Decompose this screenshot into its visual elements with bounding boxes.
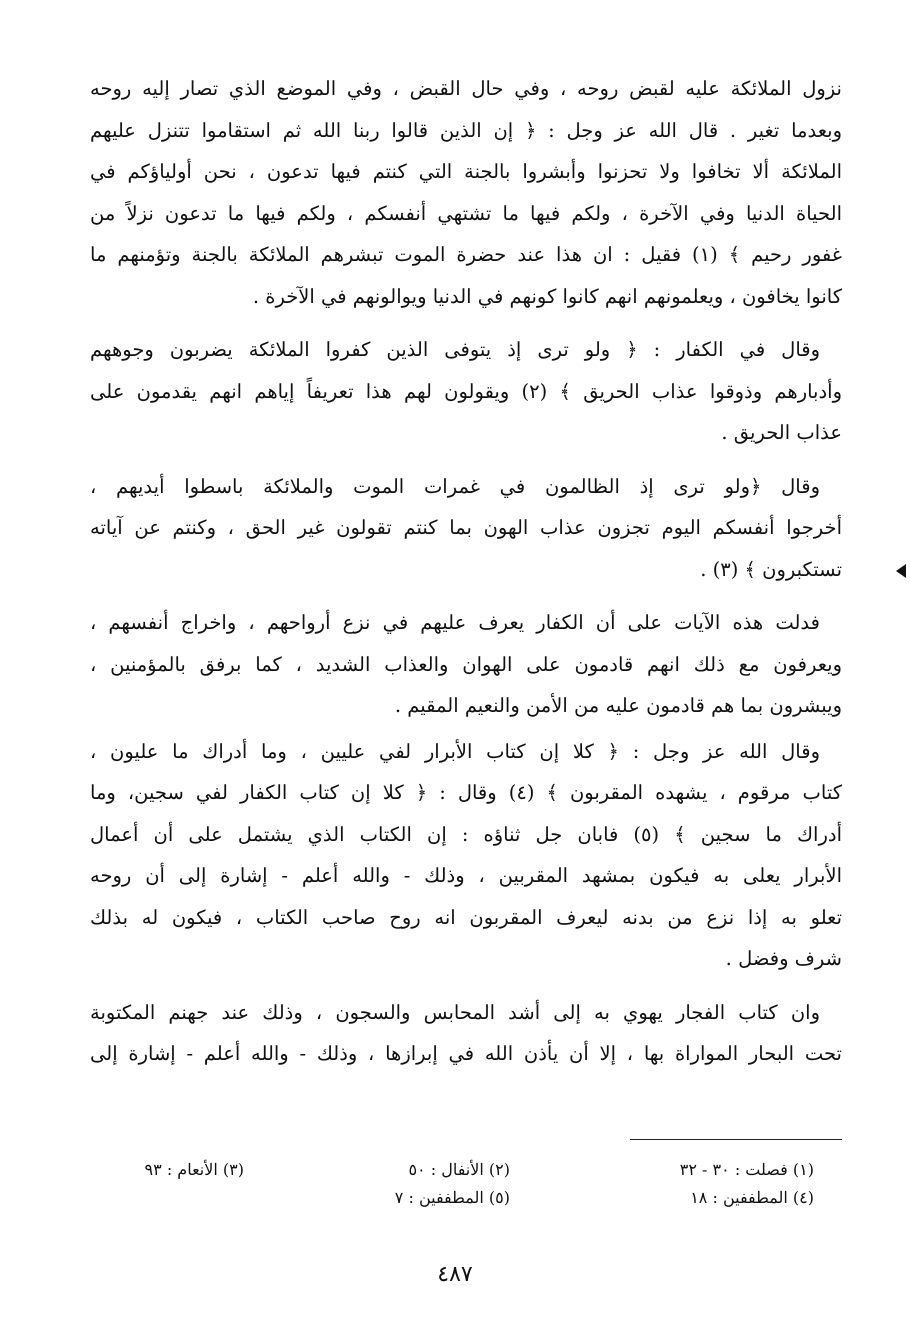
text-line: وبعدما تغير . قال الله عز وجل : ﴿ إن الذين قالوا ربنا الله ثم استقاموا تتنزل عليهم (90, 118, 842, 142)
footnote-3: (٣) الأنعام : ٩٣ (144, 1160, 244, 1179)
text-line: غفور رحيم ﴾ (١) فقيل : ان هذا عند حضرة الموت تبشرهم الملائكة بالجنة وتؤمنهم ما (90, 243, 842, 266)
text-line: شرف وفضل . (725, 947, 842, 970)
text-line: وان كتاب الفجار يهوي به إلى أشد المحابس والسجون ، وذلك عند جهنم المكتوبة (90, 1000, 820, 1024)
paragraph-1 (90, 68, 842, 317)
text-line: ويعرفون مع ذلك انهم قادمون على الهوان والعذاب الشديد ، كما برفق بالمؤمنين ، (90, 652, 842, 676)
text-line: ويبشرون بما هم قادمون عليه من الأمن والنعيم المقيم . (394, 694, 842, 717)
margin-mark-icon (896, 564, 906, 578)
text-line: الحياة الدنيا وفي الآخرة ، ولكم فيها ما تشتهي أنفسكم ، ولكم فيها ما تدعون نزلاً من (90, 201, 842, 225)
text-line: الأبرار يعلى به فيكون بمشهد المقربين ، وذلك - والله أعلم - إشارة إلى أن روحه (90, 864, 842, 887)
text-line: كانوا يخافون ، ويعلمونهم انهم كانوا كونهم في الدنيا ويوالونهم في الآخرة . (252, 284, 842, 308)
paragraph-3 (90, 466, 842, 591)
footnote-4: (٤) المطففين : ١٨ (690, 1188, 814, 1207)
text-line: وقال ﴿ولو ترى إذ الظالمون في غمرات الموت والملائكة باسطوا أيديهم ، (90, 474, 820, 498)
text-line: فدلت هذه الآيات على أن الكفار يعرف عليهم في نزع أرواحهم ، واخراج أنفسهم ، (90, 611, 820, 634)
paragraph-4 (90, 602, 842, 727)
main-text (90, 68, 842, 1075)
paragraph-6 (90, 992, 842, 1075)
footnote-5: (٥) المطففين : ٧ (394, 1188, 510, 1207)
paragraph-2 (90, 329, 842, 454)
text-line: تعلو به إذا نزع من بدنه ليعرف المقربون انه روح صاحب الكتاب ، فيكون له بذلك (90, 905, 842, 929)
footnote-divider (630, 1139, 842, 1140)
text-line: أخرجوا أنفسكم اليوم تجزون عذاب الهون بما كنتم تقولون غير الحق ، وكنتم عن آياته (90, 516, 842, 539)
text-line: عذاب الحريق . (721, 421, 842, 444)
text-line: أدراك ما سجين ﴾ (٥) فابان جل ثناؤه : إن الكتاب الذي يشتمل على أن أعمال (90, 822, 842, 846)
footnote-1: (١) فصلت : ٣٠ - ٣٢ (679, 1160, 814, 1179)
footnote-2: (٢) الأنفال : ٥٠ (408, 1160, 510, 1179)
paragraph-5 (90, 731, 842, 980)
text-line: وقال الله عز وجل : ﴿ كلا إن كتاب الأبرار لفي عليين ، وما أدراك ما عليون ، (90, 739, 820, 763)
page-number: ٤٨٧ (437, 1262, 473, 1287)
text-line: تستكبرون ﴾ (٣) . (700, 557, 842, 581)
text-line: وأدبارهم وذوقوا عذاب الحريق ﴾ (٢) ويقولون لهم هذا تعريفاً إياهم انهم يقدمون على (90, 379, 842, 403)
text-line: الملائكة ألا تخافوا ولا تحزنوا وأبشروا بالجنة التي كنتم فيها تدعون ، نحن أولياؤكم في (90, 160, 842, 183)
text-line: نزول الملائكة عليه لقبض روحه ، وفي حال القبض ، وفي الموضع الذي تصار إليه روحه (90, 77, 842, 100)
text-line: كتاب مرقوم ، يشهده المقربون ﴾ (٤) وقال : ﴿ كلا إن كتاب الكفار لفي سجين، وما (90, 781, 842, 804)
text-line: وقال في الكفار : ﴿ ولو ترى إذ يتوفى الذين كفروا الملائكة يضربون وجوههم (90, 338, 820, 361)
text-line: تحت البحار المواراة بها ، إلا أن يأذن الله في إبرازها ، وذلك - والله أعلم - إشارة إلى (90, 1042, 842, 1065)
